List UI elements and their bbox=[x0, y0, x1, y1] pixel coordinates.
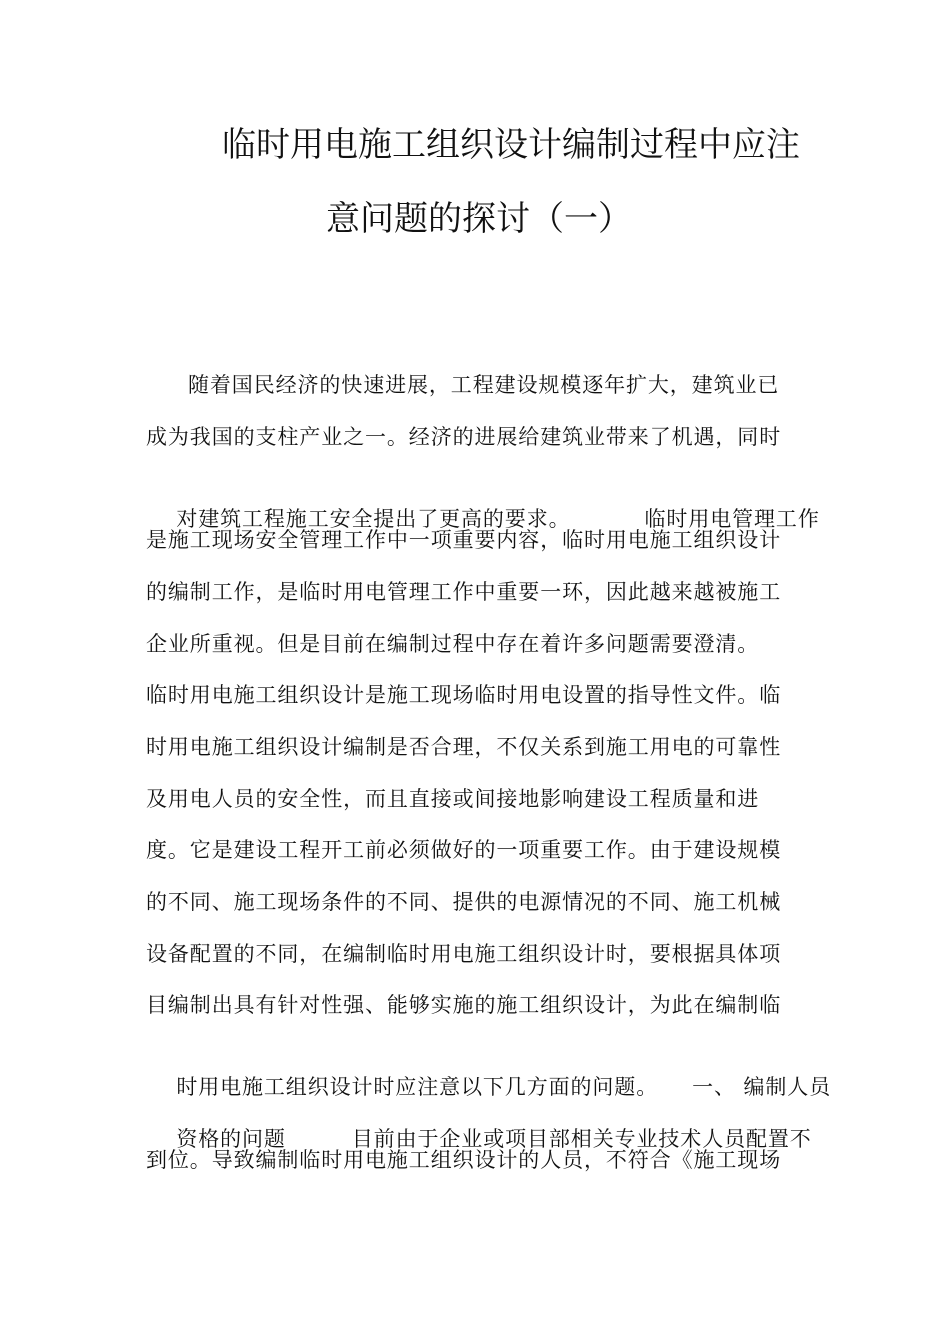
paragraph-line-13: 目编制出具有针对性强、能够实施的施工组织设计，为此在编制临 bbox=[146, 993, 782, 1017]
paragraph-line-6: 企业所重视。但是目前在编制过程中存在着许多问题需要澄清。 bbox=[146, 632, 760, 656]
section-heading-text: 资格的问题 bbox=[176, 1127, 286, 1151]
paragraph-line-16: 到位。导致编制临时用电施工组织设计的人员，不符合《施工现场 bbox=[146, 1148, 782, 1172]
paragraph-line-4: 是施工现场安全管理工作中一项重要内容，临时用电施工组织设计 bbox=[146, 528, 782, 552]
paragraph-line-5: 的编制工作，是临时用电管理工作中重要一环，因此越来越被施工 bbox=[146, 580, 782, 604]
paragraph-line-9: 及用电人员的安全性，而且直接或间接地影响建设工程质量和进 bbox=[146, 787, 760, 811]
document-title-line-1: 临时用电施工组织设计编制过程中应注 bbox=[222, 125, 800, 165]
paragraph-line-3-part-b: 临时用电管理工作 bbox=[644, 507, 820, 531]
paragraph-line-14-part-a: 时用电施工组织设计时应注意以下几方面的问题。 bbox=[176, 1075, 659, 1099]
paragraph-line-15-part-b: 目前由于企业或项目部相关专业技术人员配置不 bbox=[351, 1127, 812, 1151]
paragraph-line-12: 设备配置的不同，在编制临时用电施工组织设计时，要根据具体项 bbox=[146, 942, 782, 966]
paragraph-line-3-part-a: 对建筑工程施工安全提出了更高的要求。 bbox=[176, 507, 571, 531]
paragraph-line-8: 时用电施工组织设计编制是否合理，不仅关系到施工用电的可靠性 bbox=[146, 735, 782, 759]
paragraph-line-2: 成为我国的支柱产业之一。经济的进展给建筑业带来了机遇，同时 bbox=[146, 425, 782, 449]
section-heading-number: 一、 编制人员 bbox=[692, 1075, 832, 1099]
paragraph-line-11: 的不同、施工现场条件的不同、提供的电源情况的不同、施工机械 bbox=[146, 890, 782, 914]
paragraph-line-10: 度。它是建设工程开工前必须做好的一项重要工作。由于建设规模 bbox=[146, 838, 782, 862]
document-title-line-2: 意问题的探讨（一） bbox=[326, 199, 632, 239]
paragraph-line-1: 随着国民经济的快速进展，工程建设规模逐年扩大，建筑业已 bbox=[188, 373, 780, 397]
paragraph-line-7: 临时用电施工组织设计是施工现场临时用电设置的指导性文件。临 bbox=[146, 683, 782, 707]
